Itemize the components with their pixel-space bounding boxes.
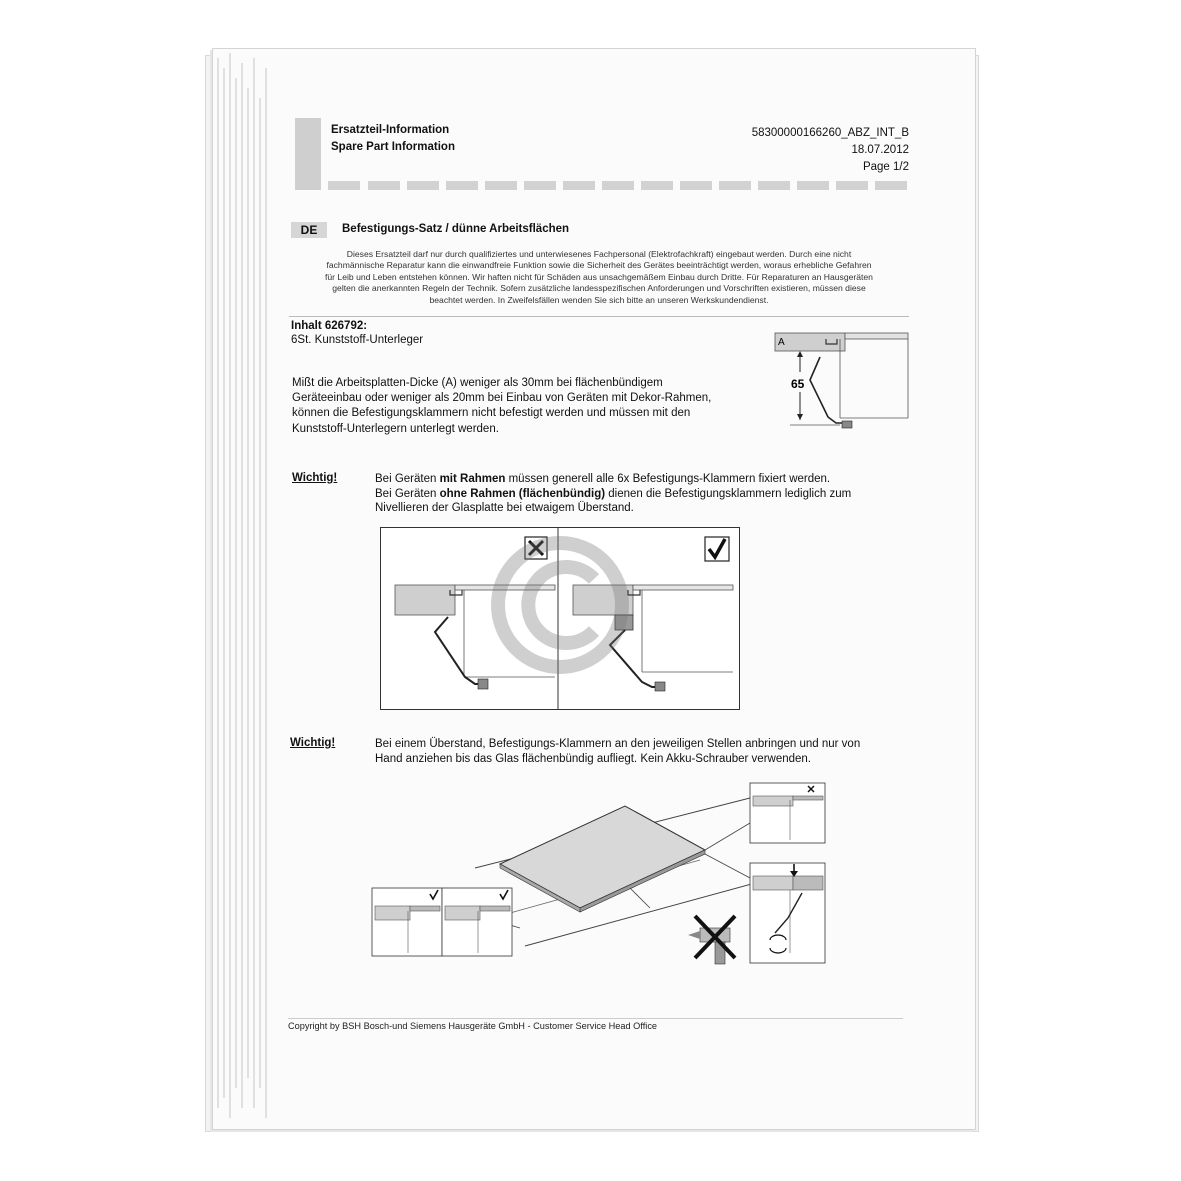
contents-title: Inhalt 626792:: [291, 320, 368, 332]
document-date: 18.07.2012: [851, 144, 909, 156]
warning-line: Dieses Ersatzteil darf nur durch qualifiziertes und unterwiesenes Fachpersonal (Elektrofachkraft) eingebaut werden. Durch eine nicht: [346, 249, 852, 259]
text-line: Nivellieren der Glasplatte bei etwaigem Überstand.: [375, 502, 634, 514]
warning-line: beachtet werden. In Zweifelsfällen wenden Sie sich bitte an unseren Werkskundendienst.: [429, 294, 769, 305]
document-number: 58300000166260_ABZ_INT_B: [751, 127, 909, 139]
footer-divider: [288, 1018, 903, 1019]
footer-copyright: Copyright by BSH Bosch-und Siemens Hausgeräte GmbH - Customer Service Head Office: [288, 1021, 658, 1031]
language-tag: DE: [291, 222, 327, 238]
text-span-bold: ohne Rahmen (flächenbündig): [439, 487, 606, 500]
header-gray-bar: [295, 118, 321, 190]
dimension-label: 65: [791, 377, 805, 391]
text-line: Hand anziehen bis das Glas flächenbündig aufliegt. Kein Akku-Schrauber verwenden.: [375, 752, 812, 765]
text-span: Bei Geräten: [375, 473, 440, 485]
text-span-bold: mit Rahmen: [439, 473, 506, 485]
title-german: Ersatzteil-Information: [331, 124, 450, 136]
header-dash-row: [328, 181, 908, 191]
important-text-1: [375, 472, 915, 516]
contents-item: 6St. Kunststoff-Unterleger: [291, 334, 424, 346]
important-label-2: Wichtig!: [290, 737, 336, 749]
instruction-line: können die Befestigungsklammern nicht befestigt werden und müssen mit den: [292, 407, 691, 420]
header-meta: [752, 125, 909, 176]
divider: [289, 316, 909, 317]
figure-frame-comparison: [380, 527, 740, 710]
warning-line: fachmännische Reparatur kann die einwandfreie Funktion sowie die Sicherheit des Gerätes beeinträchtigt werden, woraus erhebliche Gefahren: [326, 260, 872, 271]
text-span: dienen die Befestigungsklammern lediglich zum: [605, 487, 852, 500]
figure-worktop-thickness: [770, 330, 915, 440]
header-title: [331, 122, 455, 156]
section-title: Befestigungs-Satz / dünne Arbeitsflächen: [342, 223, 570, 235]
label-a: A: [778, 337, 785, 348]
warning-line: gelten die anerkannten Regeln der Technik. Sofern zusätzliche landesspezifischen Anforderungen und Vorschriften existieren, müssen diese: [332, 283, 866, 294]
instruction-line: Kunststoff-Unterlegern unterlegt werden.: [292, 422, 499, 435]
sheet-edge-marks: [212, 48, 292, 1128]
warning-line: für Leib und Leben entstehen können. Wir haften nicht für Schäden aus unsachgemäßem Einbau durch Dritte. Für Reparaturen an Hausgeräten: [325, 271, 873, 282]
instruction-paragraph: [292, 376, 747, 437]
crossed-screwdriver-icon: [688, 916, 735, 964]
text-span: Bei Geräten: [375, 487, 440, 500]
figure-installation-overview: [370, 778, 830, 968]
text-span: müssen generell alle 6x Befestigungs-Klammern fixiert werden.: [505, 473, 831, 485]
instruction-line: Geräteeinbau oder weniger als 20mm bei Einbau von Geräten mit Dekor-Rahmen,: [292, 392, 712, 405]
important-label-1: Wichtig!: [292, 472, 338, 484]
instruction-line: Mißt die Arbeitsplatten-Dicke (A) weniger als 30mm bei flächenbündigem: [292, 377, 663, 389]
safety-warning: [289, 249, 909, 306]
important-text-2: [375, 737, 915, 766]
title-english: Spare Part Information: [331, 141, 455, 153]
page-number: Page 1/2: [862, 161, 909, 173]
text-line: Bei einem Überstand, Befestigungs-Klammern an den jeweiligen Stellen anbringen und nur von: [375, 738, 861, 750]
